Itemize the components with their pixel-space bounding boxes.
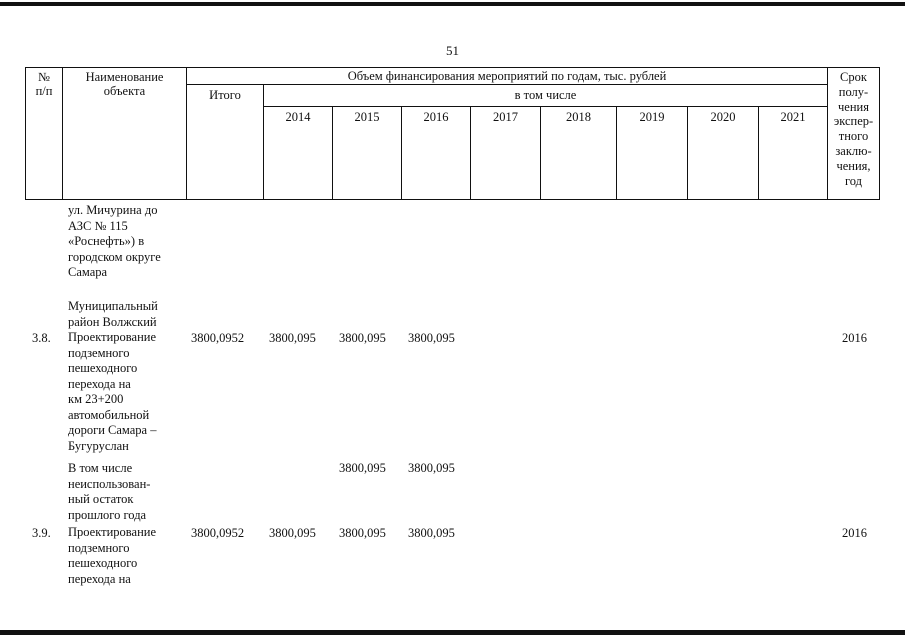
header-top-line bbox=[25, 67, 880, 68]
row-value-2015: 3800,095 bbox=[339, 331, 386, 345]
row-value-2016: 3800,095 bbox=[408, 526, 455, 540]
row-value-2015: 3800,095 bbox=[339, 461, 386, 475]
row-deadline: 2016 bbox=[842, 331, 867, 345]
header-year: 2021 bbox=[780, 110, 806, 124]
header-year: 2016 bbox=[423, 110, 449, 124]
header-year: 2014 bbox=[285, 110, 311, 124]
bottom-rule bbox=[0, 630, 905, 635]
header-deadline: Срок полу- чения экспер- тного заклю- чения, год bbox=[833, 70, 874, 188]
header-including-line bbox=[263, 106, 827, 107]
header-object-name: Наименование объекта bbox=[85, 70, 164, 98]
row-number: 3.8. bbox=[32, 331, 51, 345]
grid-line bbox=[879, 67, 880, 200]
row-total: 3800,0952 bbox=[191, 526, 245, 540]
row-value-2016: 3800,095 bbox=[408, 461, 455, 475]
header-funding-line bbox=[186, 84, 827, 85]
header-total: Итого bbox=[209, 88, 241, 102]
row-total: 3800,0952 bbox=[191, 331, 245, 345]
row-value-2014: 3800,095 bbox=[269, 331, 316, 345]
header-number: № п/п bbox=[35, 70, 53, 98]
header-year: 2017 bbox=[493, 110, 518, 124]
row-value-2014: 3800,095 bbox=[269, 526, 316, 540]
header-year: 2015 bbox=[354, 110, 380, 124]
row-value-2016: 3800,095 bbox=[408, 331, 455, 345]
row-number: 3.9. bbox=[32, 526, 51, 540]
row-name: Проектирование подземного пешеходного перехода на bbox=[68, 525, 157, 586]
header-year: 2018 bbox=[566, 110, 591, 124]
grid-line bbox=[186, 67, 187, 200]
top-rule bbox=[0, 2, 905, 6]
district-name: Муниципальный район Волжский bbox=[68, 299, 158, 329]
page-number: 51 bbox=[446, 43, 459, 58]
continuation-name: ул. Мичурина до АЗС № 115 «Роснефть») в городском округе Самара bbox=[68, 203, 161, 279]
row-value-2015: 3800,095 bbox=[339, 526, 386, 540]
row-name: Проектирование подземного пешеходного перехода на км 23+200 автомобильной дороги Самара – Бугуруслан bbox=[68, 330, 157, 453]
row-deadline: 2016 bbox=[842, 526, 867, 540]
header-including: в том числе bbox=[514, 88, 577, 102]
header-funding: Объем финансирования мероприятий по годам, тыс. рублей bbox=[347, 69, 667, 83]
row-name: В том числе неиспользован- ный остаток прошлого года bbox=[68, 461, 151, 522]
header-year: 2020 bbox=[710, 110, 736, 124]
header-year: 2019 bbox=[639, 110, 665, 124]
header-bottom-line bbox=[25, 199, 880, 200]
